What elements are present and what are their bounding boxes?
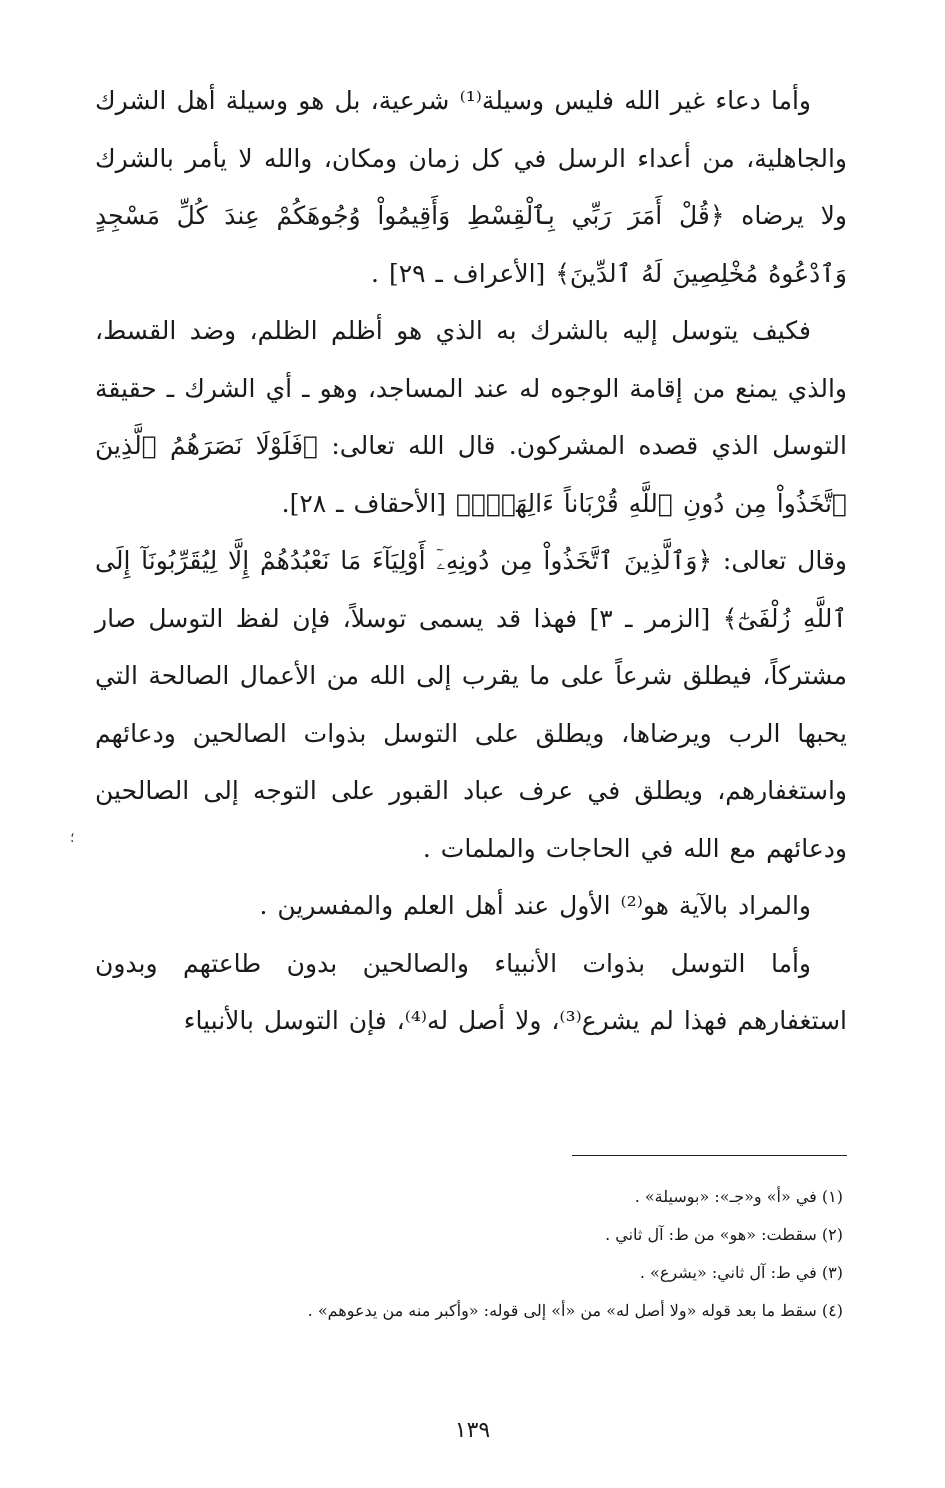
paragraph-3: وقال تعالى: ﴿وَٱلَّذِينَ ٱتَّخَذُواْ مِن دُونِهِۦٓ أَوْلِيَآءَ مَا نَعْبُدُهُمْ إِلَّا لِيُقَرِّبُونَآ إِلَى ٱللَّهِ زُلْفَىٰٓ﴾ [الزمر ـ ٣] فهذا قد يسمى توسلاً، فإن لفظ التوسل صار مشتركاً، فيطلق شرعاً على ما يقرب إلى الله من الأعمال الصالحة التي يحبها الرب ويرضاها، ويطلق على التوسل بذوات الصالحين ودعائهم واستغفارهم، ويطلق في عرف عباد القبور على التوجه إلى الصالحين ودعائهم مع الله في الحاجات والملمات . xyxy=(95,546,847,863)
footnote-4: (٤) سقط ما بعد قوله «ولا أصل له» من «أ» إلى قوله: «وأكبر منه من يدعوهم» . xyxy=(307,1301,843,1320)
footnote-2: (٢) سقطت: «هو» من ط: آل ثاني . xyxy=(605,1225,843,1244)
footnote-divider xyxy=(572,1155,847,1156)
body-text xyxy=(95,72,847,1050)
footnote-3: (٣) في ط: آل ثاني: «يشرع» . xyxy=(639,1263,843,1282)
paragraph-5: وأما التوسل بذوات الأنبياء والصالحين بدون طاعتهم وبدون استغفارهم فهذا لم يشرع⁽³⁾، ولا أصل له⁽⁴⁾، فإن التوسل بالأنبياء xyxy=(95,948,847,1035)
page-number: ١٣٩ xyxy=(454,1418,491,1443)
paragraph-4: والمراد بالآية هو⁽²⁾ الأول عند أهل العلم والمفسرين . xyxy=(259,891,811,920)
footnote-1: (١) في «أ» و«جـ»: «بوسيلة» . xyxy=(634,1187,843,1206)
footnotes xyxy=(95,1186,843,1338)
margin-mark: ؛ xyxy=(70,830,75,846)
paragraph-2: فكيف يتوسل إليه بالشرك به الذي هو أظلم الظلم، وضد القسط، والذي يمنع من إقامة الوجوه له عند المساجد، وهو ـ أي الشرك ـ حقيقة التوسل الذي قصده المشركون. قال الله تعالى: ﴿فَلَوْلَا نَصَرَهُمُ ٱلَّذِينَ ٱتَّخَذُواْ مِن دُونِ ٱللَّهِ قُرْبَاناً ءَالِهَةَۢ﴾ [الأحقاف ـ ٢٨]. xyxy=(95,316,847,518)
paragraph-1: وأما دعاء غير الله فليس وسيلة⁽¹⁾ شرعية، بل هو وسيلة أهل الشرك والجاهلية، من أعداء الرسل في كل زمان ومكان، والله لا يأمر بالشرك ولا يرضاه ﴿قُلْ أَمَرَ رَبِّي بِٱلْقِسْطِ وَأَقِيمُواْ وُجُوهَكُمْ عِندَ كُلِّ مَسْجِدٍ وَٱدْعُوهُ مُخْلِصِينَ لَهُ ٱلدِّينَ﴾ [الأعراف ـ ٢٩] . xyxy=(95,86,847,288)
